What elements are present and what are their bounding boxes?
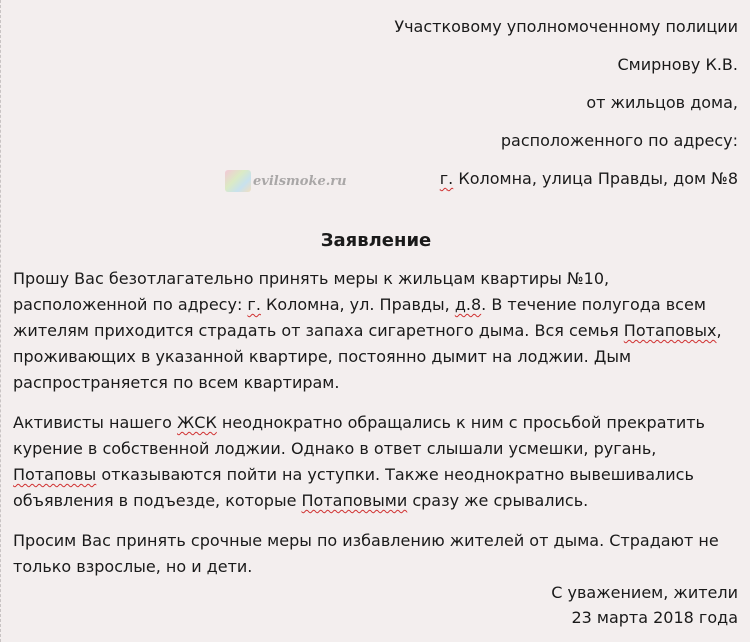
text-segment: . В течение полугода всем жителям приходится страдать от запаха сигаретного дыма. Вся семья [13, 295, 706, 340]
paragraph-2 [13, 410, 738, 514]
addressee-line-3: от жильцов дома, [586, 93, 738, 112]
signature-line: С уважением, жители [551, 583, 738, 602]
spellcheck-word: Потаповыми [301, 491, 408, 510]
signature-date: 23 марта 2018 года [571, 608, 738, 627]
addressee-line-5 [394, 160, 738, 198]
text-segment: Просим Вас принять срочные меры по избавлению жителей от дыма. Страдают не только взрослые, но и дети. [13, 531, 719, 576]
watermark [225, 170, 347, 192]
text-segment: , проживающих в указанной квартире, постоянно дымит на лоджии. Дым распространяется по всем квартирам. [13, 321, 722, 392]
address-text: Коломна, улица Правды, дом №8 [453, 169, 738, 188]
addressee-line-1: Участковому уполномоченному полиции [394, 17, 738, 36]
document-body [13, 266, 738, 594]
text-segment: отказываются пойти на уступки. Также неоднократно вывешивались объявления в подъезде, которые [13, 465, 694, 510]
spellcheck-word: ЖСК [177, 413, 217, 432]
paragraph-1 [13, 266, 738, 396]
addressee-line-2: Смирнову К.В. [617, 55, 738, 74]
watermark-logo-icon [225, 170, 251, 192]
addressee-block [394, 8, 738, 198]
document-title: Заявление [320, 230, 432, 251]
addressee-line-4: расположенного по адресу: [500, 131, 738, 150]
spellcheck-word: г. [247, 295, 261, 314]
paragraph-3 [13, 528, 738, 580]
text-segment: Прошу Вас безотлагательно принять меры к жильцам квартиры №10, расположенной по адресу: [13, 269, 610, 314]
text-segment: Коломна, ул. Правды, [260, 295, 455, 314]
text-segment: Активисты нашего [13, 413, 178, 432]
spellcheck-word: Потаповых [623, 321, 717, 340]
spellcheck-word: Потаповы [13, 465, 97, 484]
text-segment: сразу же срывались. [407, 491, 589, 510]
text-segment: неоднократно обращались к ним с просьбой прекратить курение в собственной лоджии. Однако в ответ слышали усмешки, ругань, [13, 413, 705, 458]
signature-block [551, 580, 738, 630]
watermark-text: evilsmoke.ru [253, 173, 347, 189]
spellcheck-word: г. [439, 169, 454, 188]
spellcheck-word: д.8 [454, 295, 482, 314]
